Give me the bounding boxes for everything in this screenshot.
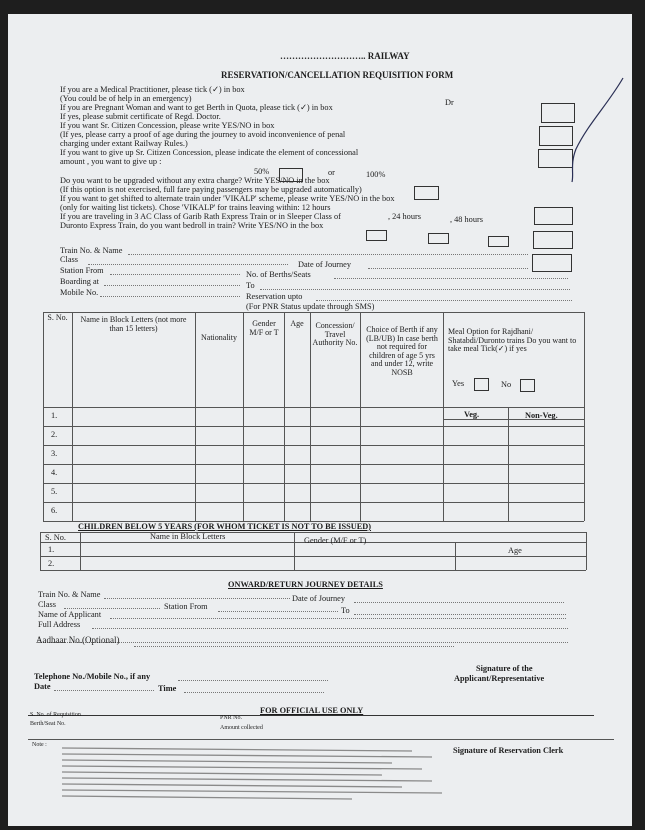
- col-age: Age: [290, 319, 304, 328]
- vikalp-box[interactable]: [533, 231, 573, 249]
- full-address-field[interactable]: [92, 628, 568, 629]
- table-row: 5.: [51, 487, 58, 496]
- signature-label-2: Applicant/Representative: [454, 674, 545, 683]
- table-row: 6.: [51, 506, 58, 515]
- meal-yes-checkbox[interactable]: [474, 378, 489, 391]
- table-row: 2.: [51, 430, 58, 439]
- give-up-50-box[interactable]: [279, 168, 303, 182]
- onward-date-field[interactable]: [354, 602, 564, 603]
- onward-class-label: Class: [38, 600, 56, 609]
- boarding-at-label: Boarding at: [60, 277, 99, 286]
- onward-date-label: Date of Journey: [292, 594, 345, 603]
- onward-to-field[interactable]: [354, 614, 566, 615]
- telephone-field[interactable]: [178, 680, 328, 681]
- form-title: RESERVATION/CANCELLATION REQUISITION FORM: [221, 70, 454, 80]
- amount-collected-label: Amount collected: [220, 725, 263, 731]
- child-col-gender: Gender (M/F or T): [304, 536, 367, 545]
- child-col-name: Name in Block Letters: [150, 532, 226, 541]
- aadhaar-label: Aadhaar No.(Optional): [36, 635, 120, 645]
- official-divider: [28, 715, 594, 716]
- col-nonveg: Non-Veg.: [525, 411, 558, 420]
- vikalp-48-hours-box[interactable]: [488, 236, 509, 247]
- child-row: 1.: [48, 545, 55, 554]
- vikalp-24-hours-box[interactable]: [428, 233, 449, 244]
- instruction-line: (only for waiting list tickets). Chose 'VIKALP' for trains leaving within: 12 hours: [60, 203, 331, 212]
- no-of-berths-field[interactable]: [334, 278, 568, 279]
- to-label: To: [246, 281, 255, 290]
- pnr-no-label: PNR No.: [220, 715, 243, 721]
- child-col-age: Age: [508, 546, 522, 555]
- form-sheet: [8, 14, 632, 826]
- station-from-field[interactable]: [110, 274, 240, 275]
- mobile-no-label: Mobile No.: [60, 288, 99, 297]
- bedroll-box[interactable]: [532, 254, 572, 272]
- reservation-upto-field[interactable]: [316, 300, 572, 301]
- meal-no-label: No: [501, 380, 512, 389]
- onward-class-field[interactable]: [64, 608, 160, 609]
- signature-label: Signature of the: [476, 664, 533, 673]
- telephone-label: Telephone No./Mobile No., if any: [34, 672, 151, 681]
- instruction-line: If you are a Medical Practitioner, please tick (✓) in box: [60, 85, 245, 94]
- instruction-line: amount , you want to give up :: [60, 157, 162, 166]
- date-of-journey-label: Date of Journey: [298, 260, 351, 269]
- time-label: Time: [158, 684, 177, 693]
- aadhaar-field[interactable]: [134, 646, 454, 647]
- instruction-line: If yes, please submit certificate of Regd. Doctor.: [60, 112, 221, 121]
- req-sno-label: S. No. of Requisition: [30, 712, 81, 718]
- col-berth-choice: Choice of Berth if any (LB/UB) In case berth not required for children of age 5 yrs and under 12, write NOSB: [366, 325, 438, 377]
- onward-train-label: Train No. & Name: [38, 590, 101, 599]
- boarding-at-field[interactable]: [104, 285, 240, 286]
- onward-train-field[interactable]: [104, 598, 290, 599]
- table-row: 1.: [51, 411, 58, 420]
- official-use-title: FOR OFFICIAL USE ONLY: [260, 706, 364, 715]
- onward-to-label: To: [341, 606, 350, 615]
- instruction-line: If you want Sr. Citizen Concession, please write YES/NO in box: [60, 121, 275, 130]
- upgrade-box[interactable]: [534, 207, 573, 225]
- col-concession: Concession/ Travel Authority No.: [312, 321, 358, 348]
- hours-48-label: , 48 hours: [450, 215, 483, 224]
- class-field[interactable]: [88, 264, 288, 265]
- instruction-line: (If yes, please carry a proof of age during the journey to avoid inconvenience of penal: [60, 130, 346, 139]
- give-up-100-box[interactable]: [414, 186, 439, 200]
- reservation-clerk-signature: Signature of Reservation Clerk: [453, 746, 564, 755]
- instruction-line: If you are traveling in 3 AC Class of Garib Rath Express Train or in Sleeper Class of: [60, 212, 341, 221]
- applicant-name-label: Name of Applicant: [38, 610, 102, 619]
- time-field[interactable]: [184, 692, 324, 693]
- train-no-name-label: Train No. & Name: [60, 246, 123, 255]
- col-name: Name in Block Letters (not more than 15 letters): [80, 315, 187, 333]
- no-of-berths-label: No. of Berths/Seats: [246, 270, 311, 279]
- instruction-line: Duronto Express Train, do you want bedroll in train? Write YES/NO in the box: [60, 221, 324, 230]
- pen-mark: [568, 74, 628, 184]
- onward-section-title: ONWARD/RETURN JOURNEY DETAILS: [228, 580, 383, 589]
- full-address-label: Full Address: [38, 620, 81, 629]
- pct-100-label: 100%: [366, 170, 386, 179]
- pct-50-label: 50%: [254, 167, 270, 176]
- dr-label: Dr: [445, 98, 454, 107]
- mobile-no-field[interactable]: [100, 296, 240, 297]
- applicant-name-field[interactable]: [110, 618, 566, 619]
- date-label: Date: [34, 682, 51, 691]
- date-field[interactable]: [54, 690, 154, 691]
- child-row: 2.: [48, 559, 55, 568]
- instruction-line: charging under extant Railway Rules.): [60, 139, 188, 148]
- meal-no-checkbox[interactable]: [520, 379, 535, 392]
- col-veg: Veg.: [464, 410, 480, 419]
- instruction-line: If you want to give up Sr. Citizen Concession, please indicate the element of concessional: [60, 148, 359, 157]
- or-label: or: [328, 168, 335, 177]
- children-section-title: CHILDREN BELOW 5 YEARS (FOR WHOM TICKET IS NOT TO BE ISSUED): [78, 522, 372, 531]
- date-of-journey-field[interactable]: [368, 268, 528, 269]
- col-sno: S. No.: [47, 313, 68, 322]
- table-row: 3.: [51, 449, 58, 458]
- fine-print-notes: [52, 744, 452, 804]
- col-meal-option: Meal Option for Rajdhani/ Shatabdi/Duronto trains Do you want to take meal Tick(✓) if yes: [448, 327, 577, 354]
- child-col-sno: S. No.: [45, 533, 66, 542]
- col-gender: Gender M/F or T: [249, 319, 279, 337]
- onward-station-from-field[interactable]: [218, 611, 338, 612]
- to-field[interactable]: [260, 289, 570, 290]
- reservation-upto-label: Reservation upto: [246, 292, 303, 301]
- train-no-name-field[interactable]: [128, 254, 528, 255]
- berth-seat-no-label: Berth/Seat No.: [30, 721, 66, 727]
- notes-divider: [28, 739, 614, 740]
- railway-heading: ……………………….. RAILWAY: [280, 51, 410, 61]
- instruction-line: If you want to get shifted to alternate train under 'VIKALP' scheme, please write YES/NO in the box: [60, 194, 395, 203]
- instruction-line: (If this option is not exercised, full fare paying passengers may be upgraded automatically): [60, 185, 362, 194]
- meal-yes-label: Yes: [452, 379, 465, 388]
- onward-station-from-label: Station From: [164, 602, 208, 611]
- class-label: Class: [60, 255, 78, 264]
- hours-24-label: , 24 hours: [388, 212, 421, 221]
- note-label: Note :: [32, 742, 47, 748]
- col-nationality: Nationality: [201, 333, 237, 342]
- pnr-note: (For PNR Status update through SMS): [246, 302, 375, 311]
- instruction-line: If you are Pregnant Woman and want to get Berth in Quota, please tick (✓) in box: [60, 103, 333, 112]
- instruction-line: Do you want to be upgraded without any extra charge? Write YES/NO in the box: [60, 176, 330, 185]
- station-from-label: Station From: [60, 266, 104, 275]
- instruction-line: (You could be of help in an emergency): [60, 94, 192, 103]
- vikalp-12-hours-box[interactable]: [366, 230, 387, 241]
- table-row: 4.: [51, 468, 58, 477]
